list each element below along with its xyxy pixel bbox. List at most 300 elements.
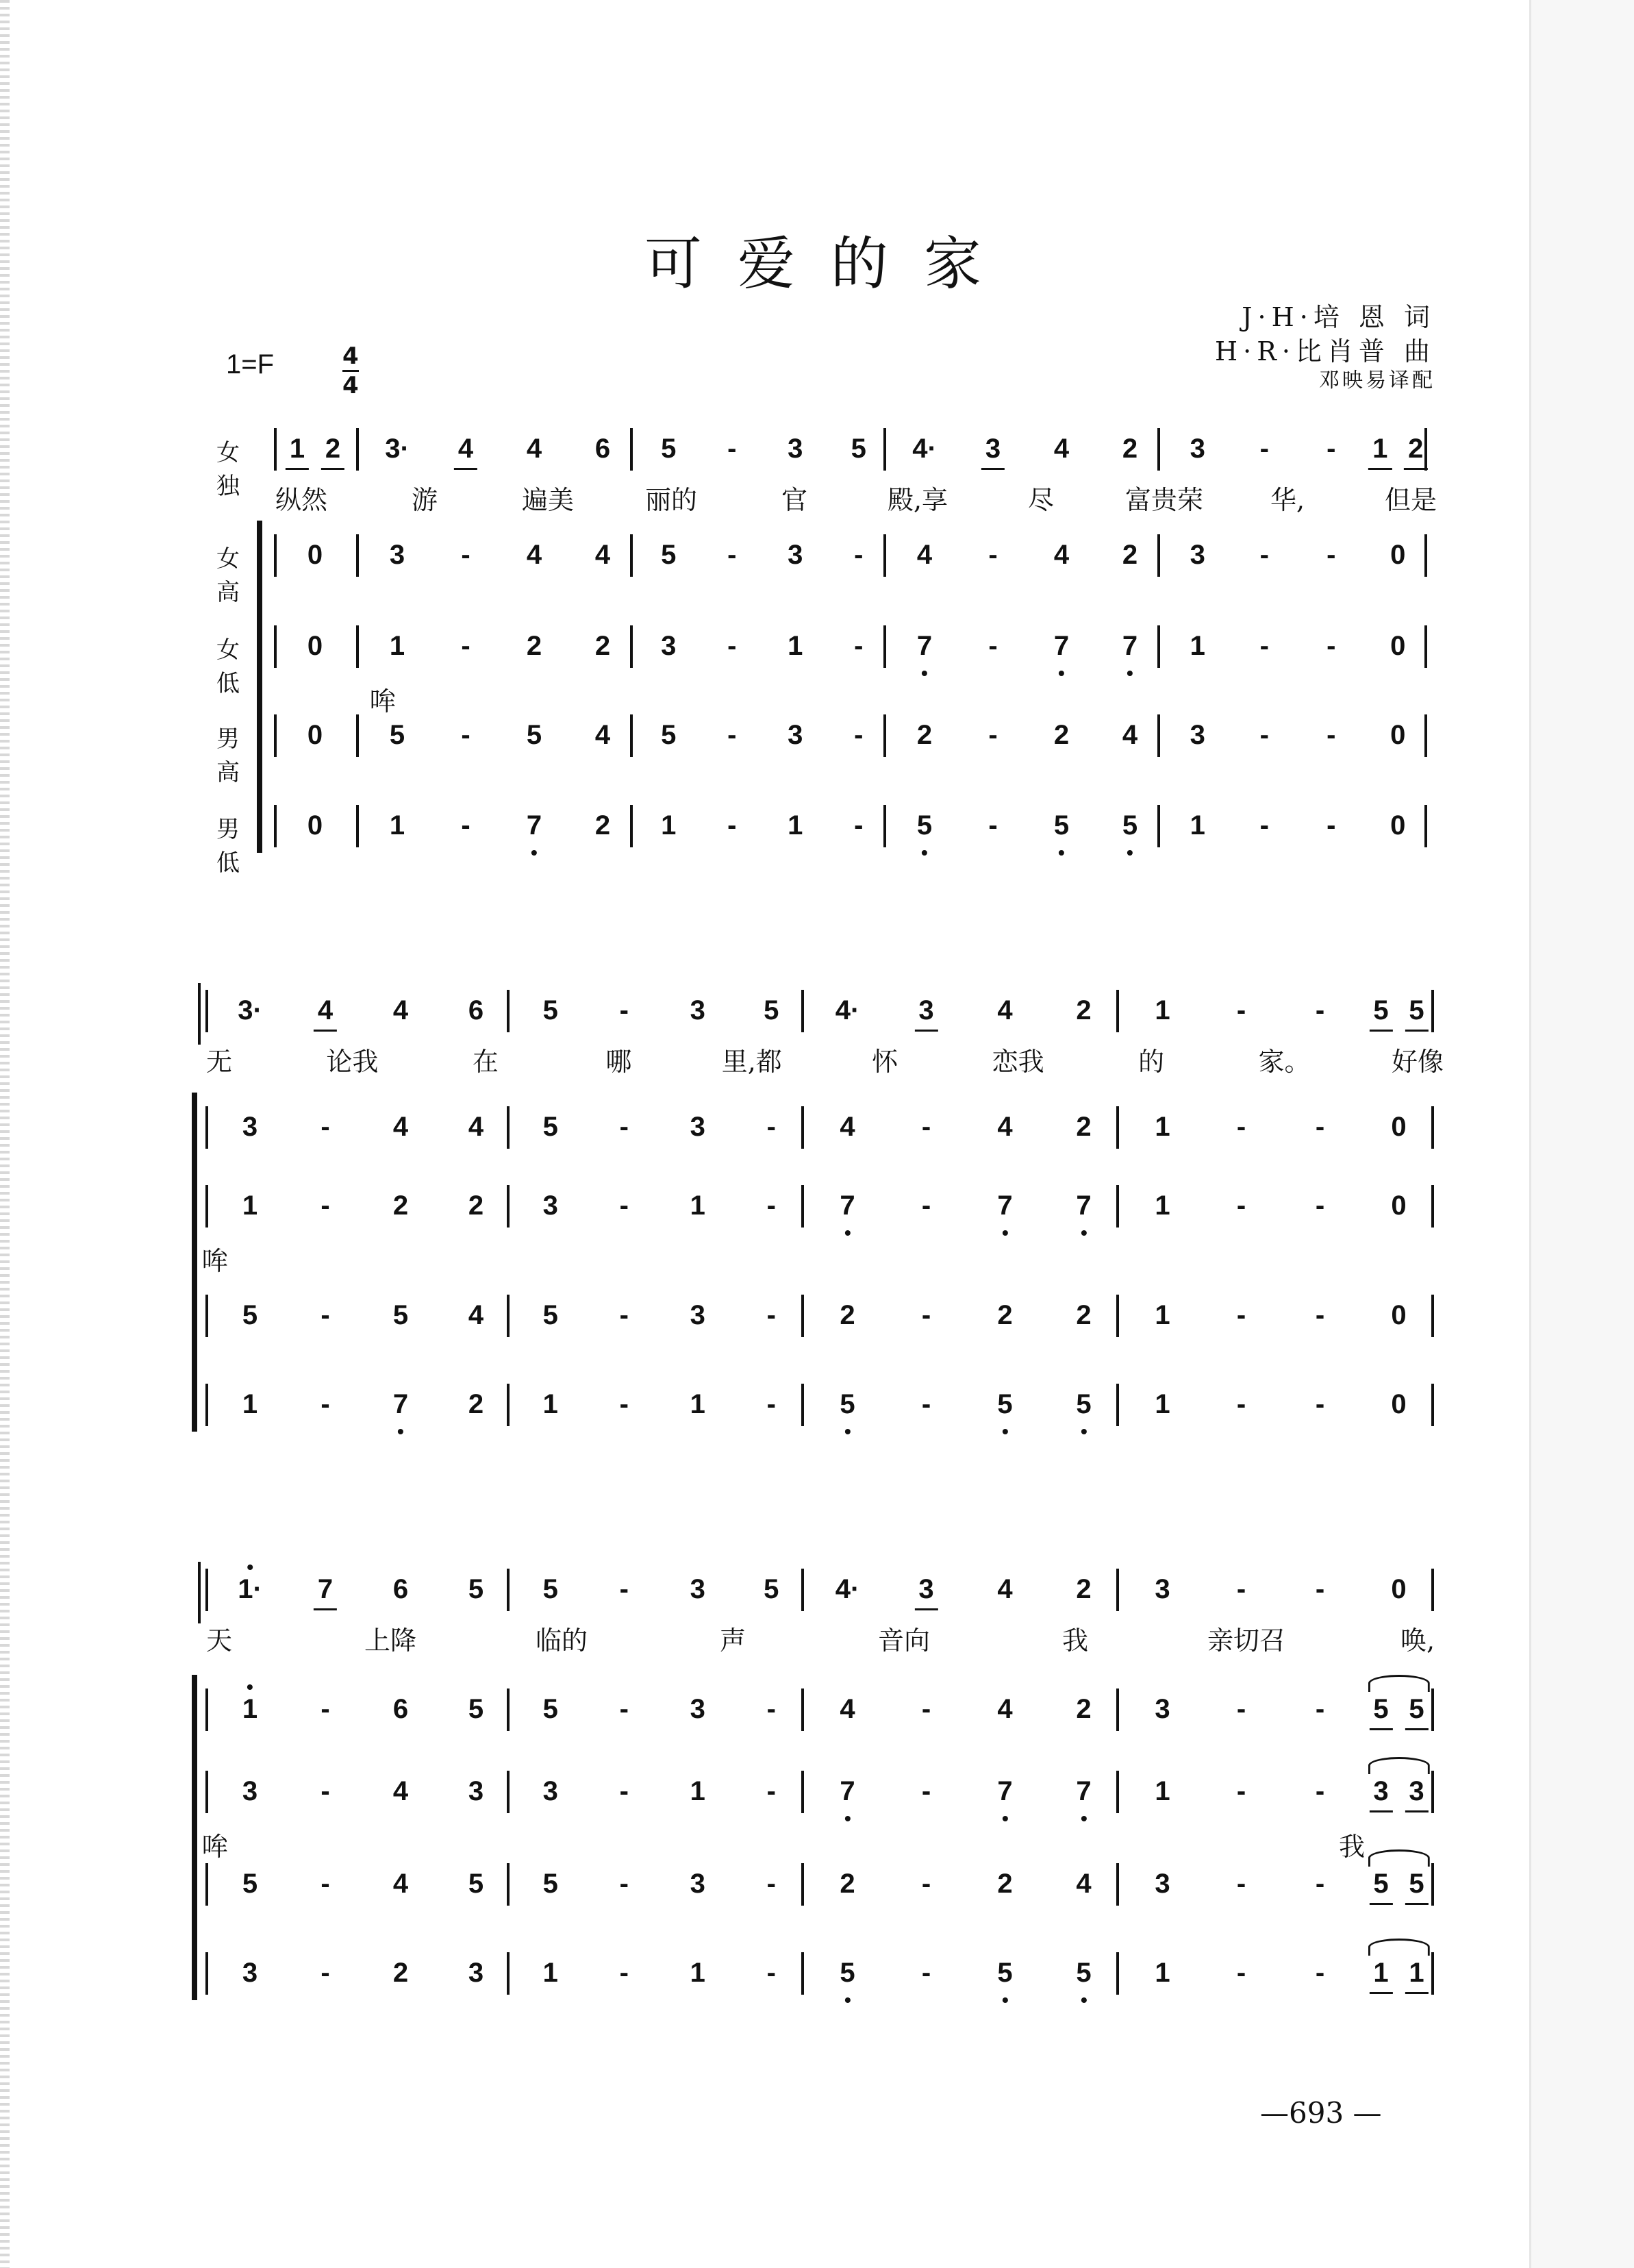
- note: 4: [458, 428, 473, 469]
- note: 6: [594, 434, 611, 464]
- bar-line: [274, 625, 277, 668]
- note: 2: [840, 1869, 855, 1899]
- bar-line: [1116, 1185, 1119, 1228]
- bar-line: [883, 534, 886, 577]
- bar-line: [630, 534, 633, 577]
- note: 3: [1155, 1574, 1170, 1604]
- hum-text: 哞: [370, 686, 397, 716]
- note: -: [320, 1869, 330, 1899]
- note: -: [619, 1776, 629, 1806]
- note: 3: [542, 1191, 558, 1221]
- page-edge-left: [0, 0, 10, 2268]
- note: 0: [1391, 1112, 1407, 1142]
- meter-numerator: 4: [342, 342, 359, 370]
- bar-line: [883, 805, 886, 847]
- bar-line: [205, 1185, 208, 1228]
- note: -: [1327, 434, 1336, 464]
- note: -: [1315, 1191, 1325, 1221]
- note: 0: [307, 720, 323, 750]
- lyric: 的: [1138, 1047, 1165, 1077]
- bar-line: [356, 805, 359, 847]
- bar-line: [801, 1952, 804, 1995]
- note: -: [619, 1112, 629, 1142]
- note: 0: [307, 810, 323, 840]
- part-label-at: 女低: [216, 636, 240, 697]
- lyric: 尽: [1027, 485, 1055, 515]
- system-brace: [192, 1675, 197, 2000]
- note: 3: [690, 1869, 705, 1899]
- note: 3: [242, 1958, 258, 1988]
- note: 3: [788, 720, 803, 750]
- bar-line: [1424, 428, 1427, 471]
- note: 3: [242, 1112, 258, 1142]
- song-title: 可爱的家: [644, 230, 1017, 297]
- note: -: [1236, 1958, 1246, 1988]
- hum-text: 哞: [202, 1246, 229, 1276]
- bar-line: [205, 1863, 208, 1906]
- note: -: [766, 1958, 776, 1988]
- lyric: 声: [719, 1625, 746, 1656]
- note: 4: [1076, 1869, 1092, 1899]
- note: 7: [318, 1569, 333, 1610]
- note: 2: [392, 1958, 409, 1988]
- note: 4: [1122, 720, 1138, 750]
- note: 3: [1409, 1771, 1424, 1812]
- note: 1: [1373, 1952, 1388, 1993]
- note: -: [766, 1694, 776, 1724]
- bar-line: [1431, 1185, 1434, 1228]
- bar-line: [205, 1688, 208, 1731]
- note: 7: [527, 805, 542, 846]
- note: 3: [1155, 1869, 1170, 1899]
- note: 1: [1155, 1958, 1170, 1988]
- note: 4: [392, 995, 409, 1025]
- bar-line: [1431, 1688, 1434, 1731]
- note: 5: [468, 1694, 484, 1724]
- bar-line: [1157, 625, 1160, 668]
- note: 5: [1409, 1688, 1424, 1730]
- note: -: [854, 631, 864, 661]
- note: 6: [392, 1694, 409, 1724]
- note: 3: [690, 1112, 705, 1142]
- note: 1: [1190, 810, 1205, 840]
- note: 0: [1391, 1300, 1407, 1330]
- bar-line: [1431, 1384, 1434, 1426]
- bar-line: [630, 428, 633, 471]
- note: 3: [542, 1776, 558, 1806]
- note: 5: [1076, 1384, 1091, 1425]
- note: -: [461, 810, 470, 840]
- note: -: [320, 1958, 330, 1988]
- note: 5: [661, 720, 677, 750]
- note: 5: [764, 1574, 779, 1604]
- part-label-bs: 男低: [216, 816, 240, 877]
- note: 3·: [238, 995, 262, 1025]
- note: 1: [1155, 995, 1170, 1025]
- note: 1: [690, 1191, 705, 1221]
- note: 4: [916, 540, 933, 570]
- note: 4: [840, 1694, 855, 1724]
- bar-line: [507, 1863, 510, 1906]
- note: 0: [1391, 1574, 1407, 1604]
- bar-line: [1157, 428, 1160, 471]
- note: 1: [290, 428, 305, 469]
- note: 1·: [238, 1569, 262, 1610]
- note: -: [921, 1300, 931, 1330]
- note: -: [1315, 1776, 1325, 1806]
- note: -: [461, 540, 470, 570]
- note: 4·: [835, 995, 860, 1025]
- note: -: [766, 1869, 776, 1899]
- bar-line: [1157, 534, 1160, 577]
- note: 3: [468, 1958, 484, 1988]
- note: -: [1236, 1574, 1246, 1604]
- bar-line: [274, 714, 277, 757]
- note: 7: [840, 1185, 855, 1226]
- lyric-end: 我: [1339, 1832, 1366, 1862]
- note: -: [1327, 720, 1336, 750]
- note: -: [320, 1112, 330, 1142]
- note: 3: [468, 1776, 484, 1806]
- bar-line: [205, 1106, 208, 1149]
- note: -: [988, 631, 998, 661]
- note: -: [921, 1112, 931, 1142]
- note: 3: [690, 995, 705, 1025]
- note: 4: [997, 995, 1013, 1025]
- note: -: [320, 1191, 330, 1221]
- note: -: [988, 540, 998, 570]
- note: 4·: [835, 1574, 860, 1604]
- note: -: [619, 1958, 629, 1988]
- note: 2: [468, 1191, 484, 1221]
- note: -: [1236, 1776, 1246, 1806]
- note: -: [1315, 1869, 1325, 1899]
- note: 3: [918, 990, 933, 1031]
- note: -: [1236, 1300, 1246, 1330]
- note: 2: [468, 1389, 484, 1419]
- note: 5: [542, 995, 558, 1025]
- note: 2: [392, 1191, 409, 1221]
- note: -: [921, 1191, 931, 1221]
- lyric: 唤,: [1400, 1625, 1435, 1656]
- note: 3: [788, 434, 803, 464]
- bar-line: [356, 428, 359, 471]
- note: 2: [997, 1869, 1013, 1899]
- note: 0: [307, 631, 323, 661]
- note: -: [1236, 1694, 1246, 1724]
- bar-line: [1431, 1952, 1434, 1995]
- note: 0: [1390, 540, 1406, 570]
- note: 7: [840, 1771, 855, 1812]
- lyric: 华,: [1270, 485, 1305, 515]
- note: -: [727, 540, 737, 570]
- note: -: [1236, 1191, 1246, 1221]
- note: 1: [389, 631, 405, 661]
- bar-line: [801, 990, 804, 1032]
- bar-line: [1424, 625, 1427, 668]
- note: 0: [1391, 1389, 1407, 1419]
- note: -: [461, 631, 470, 661]
- bar-line: [507, 1384, 510, 1426]
- lyric: 里,都: [721, 1047, 782, 1077]
- note: -: [1259, 434, 1269, 464]
- bar-line: [630, 805, 633, 847]
- bar-line: [801, 1384, 804, 1426]
- note: 1: [1409, 1952, 1424, 1993]
- note: 5: [542, 1694, 558, 1724]
- note: 4: [392, 1776, 409, 1806]
- lyric: 怀: [872, 1047, 898, 1077]
- note: -: [766, 1300, 776, 1330]
- note: 5: [1373, 990, 1388, 1031]
- note: 1: [690, 1958, 705, 1988]
- lyric: 论我: [326, 1047, 379, 1077]
- note: 5: [542, 1574, 558, 1604]
- note: 7: [1076, 1185, 1091, 1226]
- note: 0: [1390, 720, 1406, 750]
- note: 1: [1155, 1300, 1170, 1330]
- bar-line: [356, 534, 359, 577]
- bar-line: [507, 1569, 510, 1611]
- note: 5: [389, 720, 405, 750]
- note: 1: [242, 1191, 258, 1221]
- note: 1: [389, 810, 405, 840]
- note: -: [921, 1869, 931, 1899]
- lyric: 好像: [1391, 1047, 1444, 1077]
- note: 1: [690, 1776, 705, 1806]
- bar-line: [801, 1569, 804, 1611]
- lyric: 纵然: [275, 485, 328, 515]
- note: -: [921, 1958, 931, 1988]
- note: 5: [242, 1300, 258, 1330]
- note: -: [1315, 1694, 1325, 1724]
- note: 5: [1054, 805, 1069, 846]
- note: -: [320, 1694, 330, 1724]
- note: -: [1236, 995, 1246, 1025]
- note: -: [619, 995, 629, 1025]
- note: 1: [542, 1389, 558, 1419]
- bar-line: [1157, 805, 1160, 847]
- note: 1: [788, 631, 803, 661]
- time-signature: [342, 342, 359, 399]
- note: 2: [1122, 434, 1138, 464]
- lyricist-credit: J·H·培 恩 词: [1242, 302, 1435, 332]
- note: -: [766, 1112, 776, 1142]
- lyric: 无: [205, 1047, 233, 1077]
- note: 5: [917, 805, 932, 846]
- bar-line: [883, 428, 886, 471]
- note: 2: [916, 720, 933, 750]
- note: -: [1315, 1574, 1325, 1604]
- bar-line: [205, 1952, 208, 1995]
- note: -: [1327, 810, 1336, 840]
- note: 3: [690, 1694, 705, 1724]
- note: 2: [1053, 720, 1070, 750]
- note: 3: [918, 1569, 933, 1610]
- note: 3: [1190, 720, 1205, 750]
- note: 5: [392, 1300, 409, 1330]
- note: 4: [594, 540, 611, 570]
- bar-line: [1431, 1863, 1434, 1906]
- note: 1: [242, 1389, 258, 1419]
- note: -: [727, 434, 737, 464]
- lyric: 丽的: [644, 485, 698, 515]
- note: 1: [1155, 1776, 1170, 1806]
- lyric: 殿,享: [887, 485, 948, 515]
- note: 7: [997, 1185, 1012, 1226]
- note: 3: [389, 540, 405, 570]
- bar-line: [801, 1688, 804, 1731]
- lyric: 天: [205, 1625, 233, 1656]
- note: 4: [526, 540, 542, 570]
- note: -: [766, 1776, 776, 1806]
- note: 4: [997, 1694, 1013, 1724]
- note: -: [320, 1300, 330, 1330]
- note: -: [766, 1191, 776, 1221]
- bar-line: [1116, 1569, 1119, 1611]
- bar-line: [507, 990, 510, 1032]
- bar-line: [1116, 1863, 1119, 1906]
- note: 3·: [385, 434, 410, 464]
- bar-line: [1431, 1295, 1434, 1337]
- note: 2: [594, 631, 611, 661]
- note: 5: [661, 434, 677, 464]
- bar-line: [1431, 1569, 1434, 1611]
- note: 3: [1190, 434, 1205, 464]
- note: 3: [690, 1300, 705, 1330]
- note: 5: [242, 1869, 258, 1899]
- note: 5: [1076, 1952, 1091, 1993]
- note: 5: [1409, 990, 1424, 1031]
- lyric: 上降: [364, 1625, 417, 1656]
- note: 5: [851, 434, 866, 464]
- note: 5: [1373, 1688, 1388, 1730]
- system-brace: [192, 1093, 197, 1432]
- page-number: —693 —: [1260, 2096, 1382, 2130]
- note: 6: [392, 1574, 409, 1604]
- note: 7: [1054, 625, 1069, 666]
- note: 1: [1155, 1112, 1170, 1142]
- note: -: [1236, 1389, 1246, 1419]
- note: -: [727, 720, 737, 750]
- note: 5: [1409, 1863, 1424, 1904]
- bar-line: [1116, 1952, 1119, 1995]
- note: 4: [468, 1300, 484, 1330]
- note: 5: [840, 1952, 855, 1993]
- note: 5: [468, 1574, 484, 1604]
- note: -: [619, 1694, 629, 1724]
- note: 2: [840, 1300, 855, 1330]
- lyric: 我: [1061, 1625, 1089, 1656]
- lyric: 官: [781, 485, 808, 515]
- bar-line: [274, 428, 277, 471]
- note: -: [1315, 1112, 1325, 1142]
- note: 6: [468, 995, 484, 1025]
- note: 5: [1122, 805, 1137, 846]
- note: 3: [788, 540, 803, 570]
- note: 1: [1155, 1389, 1170, 1419]
- note: 1: [1372, 428, 1387, 469]
- bar-line: [205, 1384, 208, 1426]
- note: 0: [307, 540, 323, 570]
- bar-line: [507, 1106, 510, 1149]
- note: 5: [468, 1869, 484, 1899]
- note: 4: [468, 1112, 484, 1142]
- note: -: [854, 540, 864, 570]
- lyric: 家。: [1258, 1047, 1311, 1077]
- bar-line: [274, 805, 277, 847]
- note: 2: [1076, 1574, 1092, 1604]
- note: -: [1327, 540, 1336, 570]
- note: 5: [764, 995, 779, 1025]
- lyric: 富贵荣: [1124, 485, 1204, 515]
- note: 4: [840, 1112, 855, 1142]
- bar-line: [801, 1863, 804, 1906]
- note: -: [1259, 631, 1269, 661]
- note: -: [921, 1776, 931, 1806]
- lyric: 恋我: [992, 1047, 1044, 1077]
- lyric: 游: [411, 485, 438, 515]
- note: -: [320, 1389, 330, 1419]
- note: 5: [542, 1869, 558, 1899]
- bar-line: [356, 625, 359, 668]
- note: 1: [661, 810, 677, 840]
- lyric: 在: [472, 1047, 499, 1077]
- note: 5: [840, 1384, 855, 1425]
- bar-line: [1116, 1771, 1119, 1813]
- bar-line: [801, 1106, 804, 1149]
- note: -: [727, 810, 737, 840]
- lyric: 临的: [535, 1625, 588, 1656]
- page-edge-right: [1529, 0, 1634, 2268]
- note: 3: [661, 631, 677, 661]
- note: 4: [392, 1112, 409, 1142]
- bar-line: [1424, 534, 1427, 577]
- note: 1: [788, 810, 803, 840]
- part-label-te: 男高: [216, 725, 240, 786]
- note: 4: [997, 1112, 1013, 1142]
- note: 1: [1155, 1191, 1170, 1221]
- system-start-line: [198, 1562, 201, 1623]
- note: 4·: [912, 434, 937, 464]
- bar-line: [1116, 1106, 1119, 1149]
- note: 2: [1076, 1300, 1092, 1330]
- note: 5: [1373, 1863, 1388, 1904]
- note: -: [1327, 631, 1336, 661]
- hum-text: 哞: [202, 1832, 229, 1862]
- note: 4: [1053, 540, 1070, 570]
- bar-line: [1431, 990, 1434, 1032]
- note: 3: [1190, 540, 1205, 570]
- bar-line: [883, 714, 886, 757]
- note: 3: [690, 1574, 705, 1604]
- note: -: [1259, 810, 1269, 840]
- note: -: [619, 1191, 629, 1221]
- note: 7: [917, 625, 932, 666]
- bar-line: [205, 1771, 208, 1813]
- note: -: [1315, 995, 1325, 1025]
- lyric: 音向: [877, 1625, 931, 1656]
- bar-line: [1116, 1384, 1119, 1426]
- note: 1: [242, 1688, 257, 1730]
- note: -: [619, 1300, 629, 1330]
- note: -: [461, 720, 470, 750]
- note: -: [766, 1389, 776, 1419]
- note: -: [854, 720, 864, 750]
- bar-line: [507, 1688, 510, 1731]
- note: 5: [542, 1300, 558, 1330]
- note: 3: [985, 428, 1001, 469]
